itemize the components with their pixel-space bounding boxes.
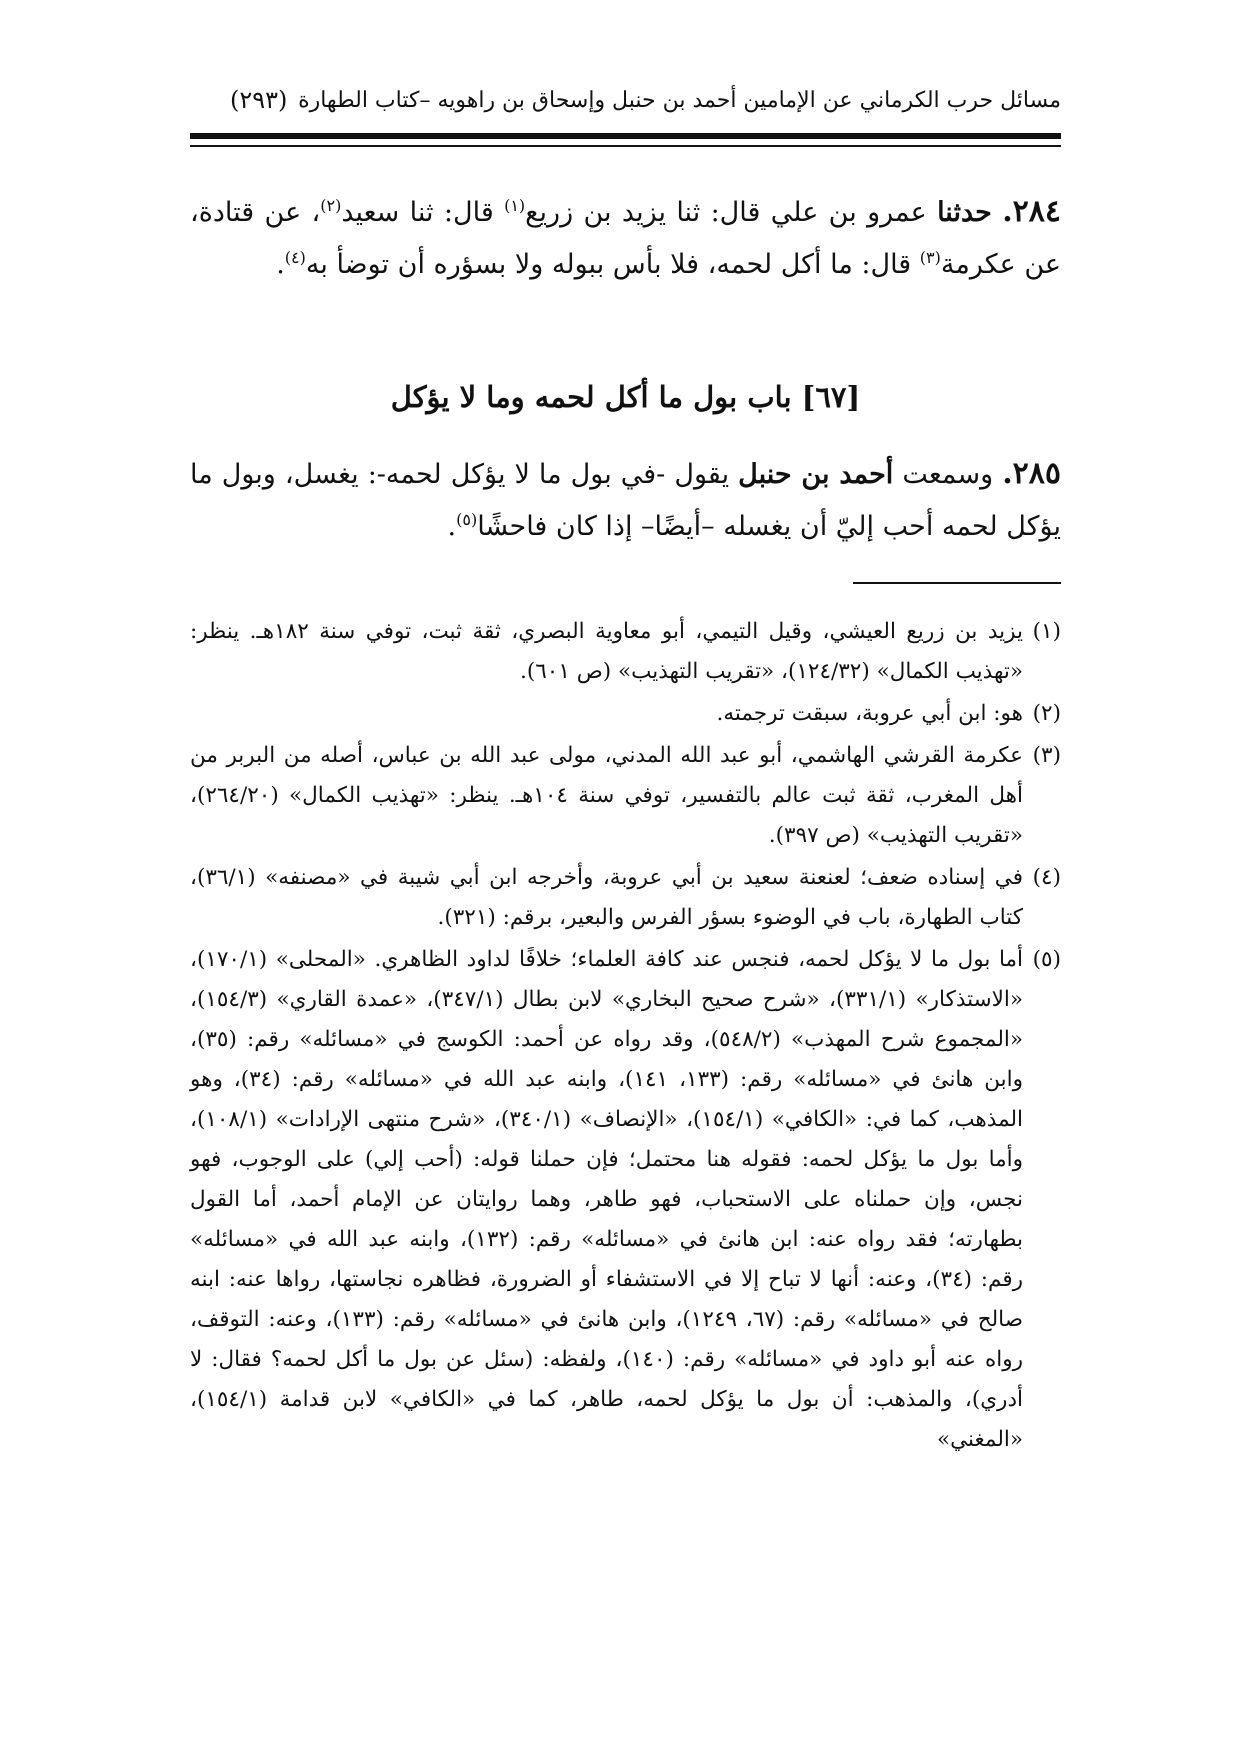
footnote-ref: (٢) bbox=[320, 196, 342, 215]
entry-text: يقول -في بول ما لا يؤكل لحمه-: يغسل، وبول ما يؤكل لحمه أحب إليّ أن يغسله –أيضًا– إذا كان فاحشًا bbox=[190, 459, 1061, 542]
entry-number: ٢٨٥. bbox=[1002, 456, 1061, 491]
running-header bbox=[190, 82, 1061, 122]
header-rule-thick bbox=[190, 133, 1061, 139]
header-rule-thin bbox=[190, 145, 1061, 147]
footnote-number: (١) bbox=[1032, 619, 1061, 644]
entry-number: ٢٨٤. bbox=[1002, 194, 1061, 229]
entry-text: وسمعت bbox=[893, 459, 1003, 490]
footnote-text: هو: ابن أبي عروبة، سبقت ترجمته. bbox=[716, 701, 1023, 726]
entry-text: . bbox=[276, 249, 285, 280]
footnote bbox=[190, 736, 1061, 856]
entry-text: ، عن قتادة، عن عكرمة bbox=[190, 197, 1061, 280]
footnote-text: عكرمة القرشي الهاشمي، أبو عبد الله المدني، مولى عبد الله بن عباس، أصله من البربر من أهل المغرب، ثقة ثبت عالم بالتفسير، توفي سنة ١٠٤هـ. ينظر: «تهذيب الكمال» (٢٦٤/٢٠)، «تقريب التهذيب» (ص ٣٩٧). bbox=[190, 743, 1023, 848]
entry-text: قال: ما أكل لحمه، فلا بأس ببوله ولا بسؤره أن توضأ به bbox=[305, 249, 920, 280]
footnote-number: (٥) bbox=[1032, 947, 1061, 972]
entry-text: عمرو بن علي قال: ثنا يزيد بن زريع bbox=[525, 197, 938, 228]
entry-285 bbox=[190, 448, 1061, 553]
running-title: مسائل حرب الكرماني عن الإمامين أحمد بن حنبل وإسحاق بن راهويه –كتاب الطهارة bbox=[298, 88, 1061, 113]
page-number: (٢٩٣) bbox=[230, 86, 288, 114]
footnote-number: (٤) bbox=[1032, 865, 1061, 890]
scholar-name: أحمد بن حنبل bbox=[738, 459, 894, 490]
footnote-number: (٣) bbox=[1032, 743, 1061, 768]
footnote bbox=[190, 612, 1061, 692]
footnote bbox=[190, 694, 1061, 734]
footnote-text: يزيد بن زريع العيشي، وقيل التيمي، أبو معاوية البصري، ثقة ثبت، توفي سنة ١٨٢هـ. ينظر: «تهذيب الكمال» (١٢٤/٣٢)، «تقريب التهذيب» (ص ٦٠١). bbox=[190, 619, 1023, 684]
footnote-separator bbox=[853, 582, 1061, 584]
entry-284 bbox=[190, 186, 1061, 291]
footnote-ref: (١) bbox=[504, 196, 526, 215]
entry-text: . bbox=[447, 511, 457, 542]
footnote-text: أما بول ما لا يؤكل لحمه، فنجس عند كافة العلماء؛ خلافًا لداود الظاهري. «المحلى» (١٧٠/١)، «الاستذكار» (٣٣١/١)، «شرح صحيح البخاري» لابن بطال (٣٤٧/١)، «عمدة القاري» (١٥٤/٣)، «المجموع شرح المهذب» (٥٤٨/٢)، وقد رواه عن أحمد: الكوسج في «مسائله» رقم: (٣٥)، وابن هانئ في «مسائله» رقم: (١٣٣، ١٤١)، وابنه عبد الله في «مسائله» رقم: (٣٤)، وهو المذهب، كما في: «الكافي» (١٥٤/١)، «الإنصاف» (٣٤٠/١)، «شرح منتهى الإرادات» (١٠٨/١)، وأما بول ما يؤكل لحمه: فقوله هنا محتمل؛ فإن حملنا قوله: (أحب إلي) على الوجوب، فهو نجس، وإن حملناه على الاستحباب، فهو طاهر، وهما روايتان عن الإمام أحمد، أما القول بطهارته؛ فقد رواه عنه: ابن هانئ في «مسائله» رقم: (١٣٢)، وابنه عبد الله في «مسائله» رقم: (٣٤)، وعنه: أنها لا تباح إلا في الاستشفاء أو الضرورة، فظاهره نجاستها، رواها عنه: ابنه صالح في «مسائله» رقم: (٦٧، ١٢٤٩)، وابن هانئ في «مسائله» رقم: (١٣٣)، وعنه: التوقف، رواه عنه أبو داود في «مسائله» رقم: (١٤٠)، ولفظه: (سئل عن بول ما أكل لحمه؟ فقال: لا أدري)، والمذهب: أن بول ما يؤكل لحمه، طاهر، كما في «الكافي» لابن قدامة (١٥٤/١)، «المغني» bbox=[190, 947, 1024, 1452]
footnote bbox=[190, 858, 1061, 938]
entry-text: قال: ثنا سعيد bbox=[341, 197, 505, 228]
footnote-ref: (٤) bbox=[284, 248, 306, 267]
chapter-heading: [٦٧] باب بول ما أكل لحمه وما لا يؤكل bbox=[390, 380, 861, 414]
footnote bbox=[190, 940, 1061, 1460]
entry-lead: حدثنا bbox=[937, 197, 992, 228]
footnote-ref: (٣) bbox=[919, 248, 941, 267]
footnotes bbox=[190, 612, 1061, 1462]
footnote-number: (٢) bbox=[1032, 701, 1061, 726]
footnote-text: في إسناده ضعف؛ لعنعنة سعيد بن أبي عروبة، وأخرجه ابن أبي شيبة في «مصنفه» (٣٦/١)، كتاب الطهارة، باب في الوضوء بسؤر الفرس والبعير، برقم: (٣٢١). bbox=[190, 865, 1023, 930]
footnote-ref: (٥) bbox=[456, 510, 478, 529]
